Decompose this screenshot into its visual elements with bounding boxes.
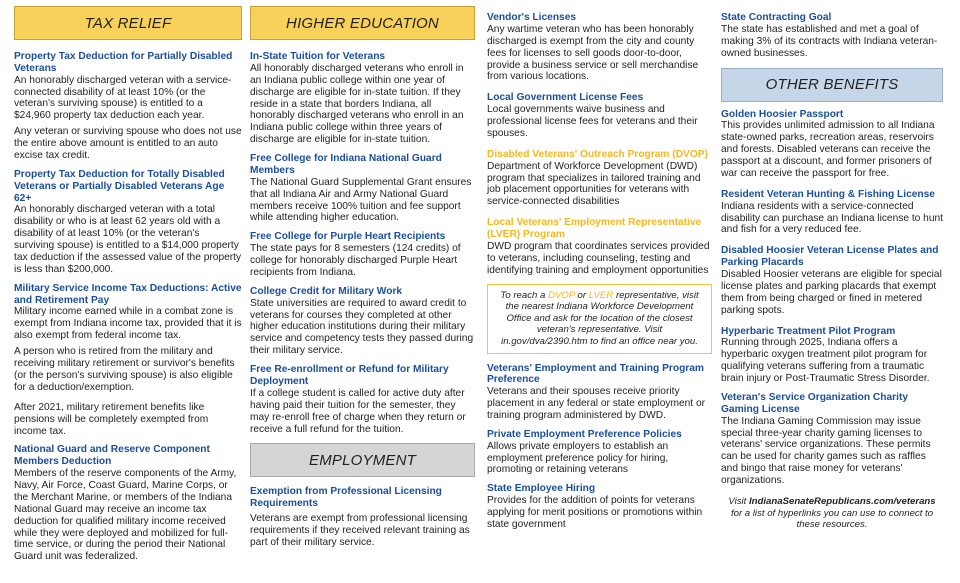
- section-title: State Contracting Goal: [721, 12, 832, 23]
- section-text: The state pays for 8 semesters (124 credits) of college for honorably discharged Purple Heart recipients from Indiana.: [250, 243, 461, 278]
- section-text: Members of the reserve components of the Army, Navy, Air Force, Coast Guard, Marine Corps, or the Merchant Marine, or members of the Indiana National Guard may receive an income tax deduction for qualified military income received while they were deployed and mobilized for full-time service, or during the period their National Guard unit was federalized.: [14, 468, 237, 563]
- section-title: Free College for Indiana National Guard Members: [250, 153, 442, 176]
- section-text: If a college student is called for active duty after having paid their tuition for the semester, they may re-enroll free of charge when they return or receive a full refund for the tuition.: [250, 387, 466, 435]
- note-lver: LVER: [588, 289, 614, 301]
- section-text: A person who is retired from the military and receiving military retirement or survivor's benefits (or the person's surviving spouse) is also eligible for a deduction/exemption.: [14, 346, 235, 393]
- section-text: Veterans and their spouses receive priority placement in any federal or state employment or training program administered by DWD.: [487, 386, 706, 421]
- higher-education-heading: HIGHER EDUCATION: [286, 14, 439, 32]
- section-title: Property Tax Deduction for Totally Disabled Veterans or Partially Disabled Veterans Age 62+: [14, 168, 225, 204]
- section-title: Private Employment Preference Policies: [487, 428, 682, 440]
- section-text: Department of Workforce Development (DWD) program that specializes in tailored training and job placement opportunities for veterans with service-connected disabilities: [487, 160, 701, 208]
- representative-note-box: [487, 284, 712, 354]
- section-text: Military income earned while in a combat zone is exempt from Indiana income tax, provided that it is also exempt from federal income tax.: [14, 306, 242, 342]
- section-text: Allows private employers to establish an employment preference policy for hiring, promoting or retaining veterans: [487, 440, 669, 476]
- note-text: or: [574, 289, 589, 301]
- section-text: An honorably discharged veteran with a total disability or who is at least 62 years old with a disability of at least 10% (or the veteran's surviving spouse) is entitled to a $14,000 property tax deduction if the assessed value of the property is less than $200,000.: [14, 204, 242, 275]
- section-title-dvop: Disabled Veterans' Outreach Program (DVOP): [487, 148, 708, 160]
- section-text: State universities are required to award credit to veterans for courses they completed at other higher education institutions during their military service and competency tests they passed during their military service.: [250, 297, 474, 357]
- section-title: Local Government License Fees: [487, 92, 644, 104]
- section-text: Any wartime veteran who has been honorably discharged is exempt from the city and county fees for licenses to sell goods door-to-door, provide a business service or sell merchandise from various locations.: [487, 23, 699, 83]
- section-text: Any veteran or surviving spouse who does not use the entire above amount is entitled to an auto excise tax credit.: [14, 126, 242, 162]
- section-text: The National Guard Supplemental Grant ensures that all Indiana Air and Army National Guard members receive 100% tuition and fee support while attending higher education.: [250, 176, 472, 224]
- section-text: Veterans are exempt from professional licensing requirements if they received relevant training as part of their military service.: [250, 513, 470, 548]
- section-text: After 2021, military retirement benefits like pensions will be completely exempted from income tax.: [14, 401, 209, 437]
- section-text: Local governments waive business and professional license fees for veterans and their spouses.: [487, 104, 698, 139]
- section-title: National Guard and Reserve Component Members Deduction: [14, 444, 210, 468]
- column-higher-education: [250, 6, 475, 549]
- section-title: State Employee Hiring: [487, 483, 596, 495]
- section-title: Veteran's Service Organization Charity Gaming License: [721, 392, 909, 415]
- column-tax-relief: [14, 6, 242, 563]
- note-text: To reach a: [500, 289, 549, 301]
- section-text: Indiana residents with a service-connected disability can purchase an Indiana license to hunt and fish for a very reduced fee.: [721, 200, 944, 236]
- website-link[interactable]: IndianaSenateRepublicans.com/veterans: [749, 496, 936, 508]
- section-text: Disabled Hoosier veterans are eligible for special license plates and parking placards that exempt them from being charged or fined in metered parking spots.: [721, 268, 942, 316]
- section-text: Provides for the addition of points for veterans applying for merit positions or promotions within state government: [487, 495, 703, 530]
- section-title: Disabled Hoosier Veteran License Plates and Parking Placards: [721, 245, 939, 269]
- section-title: Hyperbaric Treatment Pilot Program: [721, 325, 896, 337]
- employment-banner: [250, 443, 475, 477]
- section-title: Free College for Purple Heart Recipients: [250, 231, 446, 243]
- section-title: Resident Veteran Hunting & Fishing License: [721, 188, 935, 200]
- section-title: Exemption from Professional Licensing Requirements: [250, 486, 442, 510]
- section-text: This provides unlimited admission to all Indiana state-owned parks, recreation areas, reservoirs and forests. Disabled veterans can receive the passport at a discount, and former prisoners of war can receive the passport for free.: [721, 120, 935, 179]
- note-dvop: DVOP: [548, 289, 575, 301]
- note-text: representative, visit the nearest Indiana Workforce Development Office and ask for the location of the closest veteran's representative. Visit in.gov/dva/2390.htm to find an office near you.: [501, 289, 699, 347]
- column-employment-cont: [487, 6, 712, 531]
- section-title-lver: Local Veterans' Employment Representative (LVER) Program: [487, 217, 702, 241]
- section-text: DWD program that coordinates services provided to veterans, including counseling, testing and identifying training and employment opportunities: [487, 240, 710, 276]
- employment-heading: EMPLOYMENT: [308, 451, 416, 469]
- section-text: The Indiana Gaming Commission may issue special three-year charity gaming licenses to veterans' service organizations. These permits can be used for charity games such as raffles and bingo that raise money for veterans' organizations.: [721, 415, 931, 487]
- section-title: Golden Hoosier Passport: [721, 108, 844, 120]
- column-other-benefits: [721, 6, 943, 531]
- section-title: Property Tax Deduction for Partially Disabled Veterans: [14, 51, 233, 74]
- section-title: Free Re-enrollment or Refund for Military Deployment: [250, 364, 449, 387]
- section-title: In-State Tuition for Veterans: [250, 51, 386, 62]
- other-benefits-banner: [721, 68, 943, 102]
- visit-text: for a list of hyperlinks you can use to connect to these resources.: [730, 507, 934, 531]
- other-benefits-heading: OTHER BENEFITS: [765, 76, 899, 94]
- section-text: The state has established and met a goal of making 3% of its contracts with Indiana veteran-owned businesses.: [721, 23, 938, 59]
- tax-relief-heading: TAX RELIEF: [84, 14, 172, 32]
- section-text: Running through 2025, Indiana offers a hyperbaric oxygen treatment pilot program for qualifying veterans suffering from a traumatic brain injury or Post-Traumatic Stress Disorder.: [721, 337, 930, 385]
- section-title: Vendor's Licenses: [487, 12, 577, 23]
- higher-education-banner: [250, 6, 475, 40]
- section-text: An honorably discharged veteran with a service-connected disability of at least 10% (or the veteran's surviving spouse) is entitled to a $24,960 property tax deduction each year.: [14, 74, 232, 122]
- section-title: Veterans' Employment and Training Program Preference: [487, 362, 704, 386]
- section-title: College Credit for Military Work: [250, 285, 403, 297]
- section-title: Military Service Income Tax Deductions: Active and Retirement Pay: [14, 282, 242, 306]
- section-text: All honorably discharged veterans who enroll in an Indiana public college within one year of discharge are eligible for in-state tuition. If they reside in a state that borders Indiana, all honorably discharged veterans who enroll in an Indiana public college within three years of discharge are eligible for in-state tuition.: [250, 62, 464, 146]
- tax-relief-banner: [14, 6, 242, 40]
- visit-text: Visit: [728, 496, 749, 508]
- visit-website-note: [721, 496, 943, 531]
